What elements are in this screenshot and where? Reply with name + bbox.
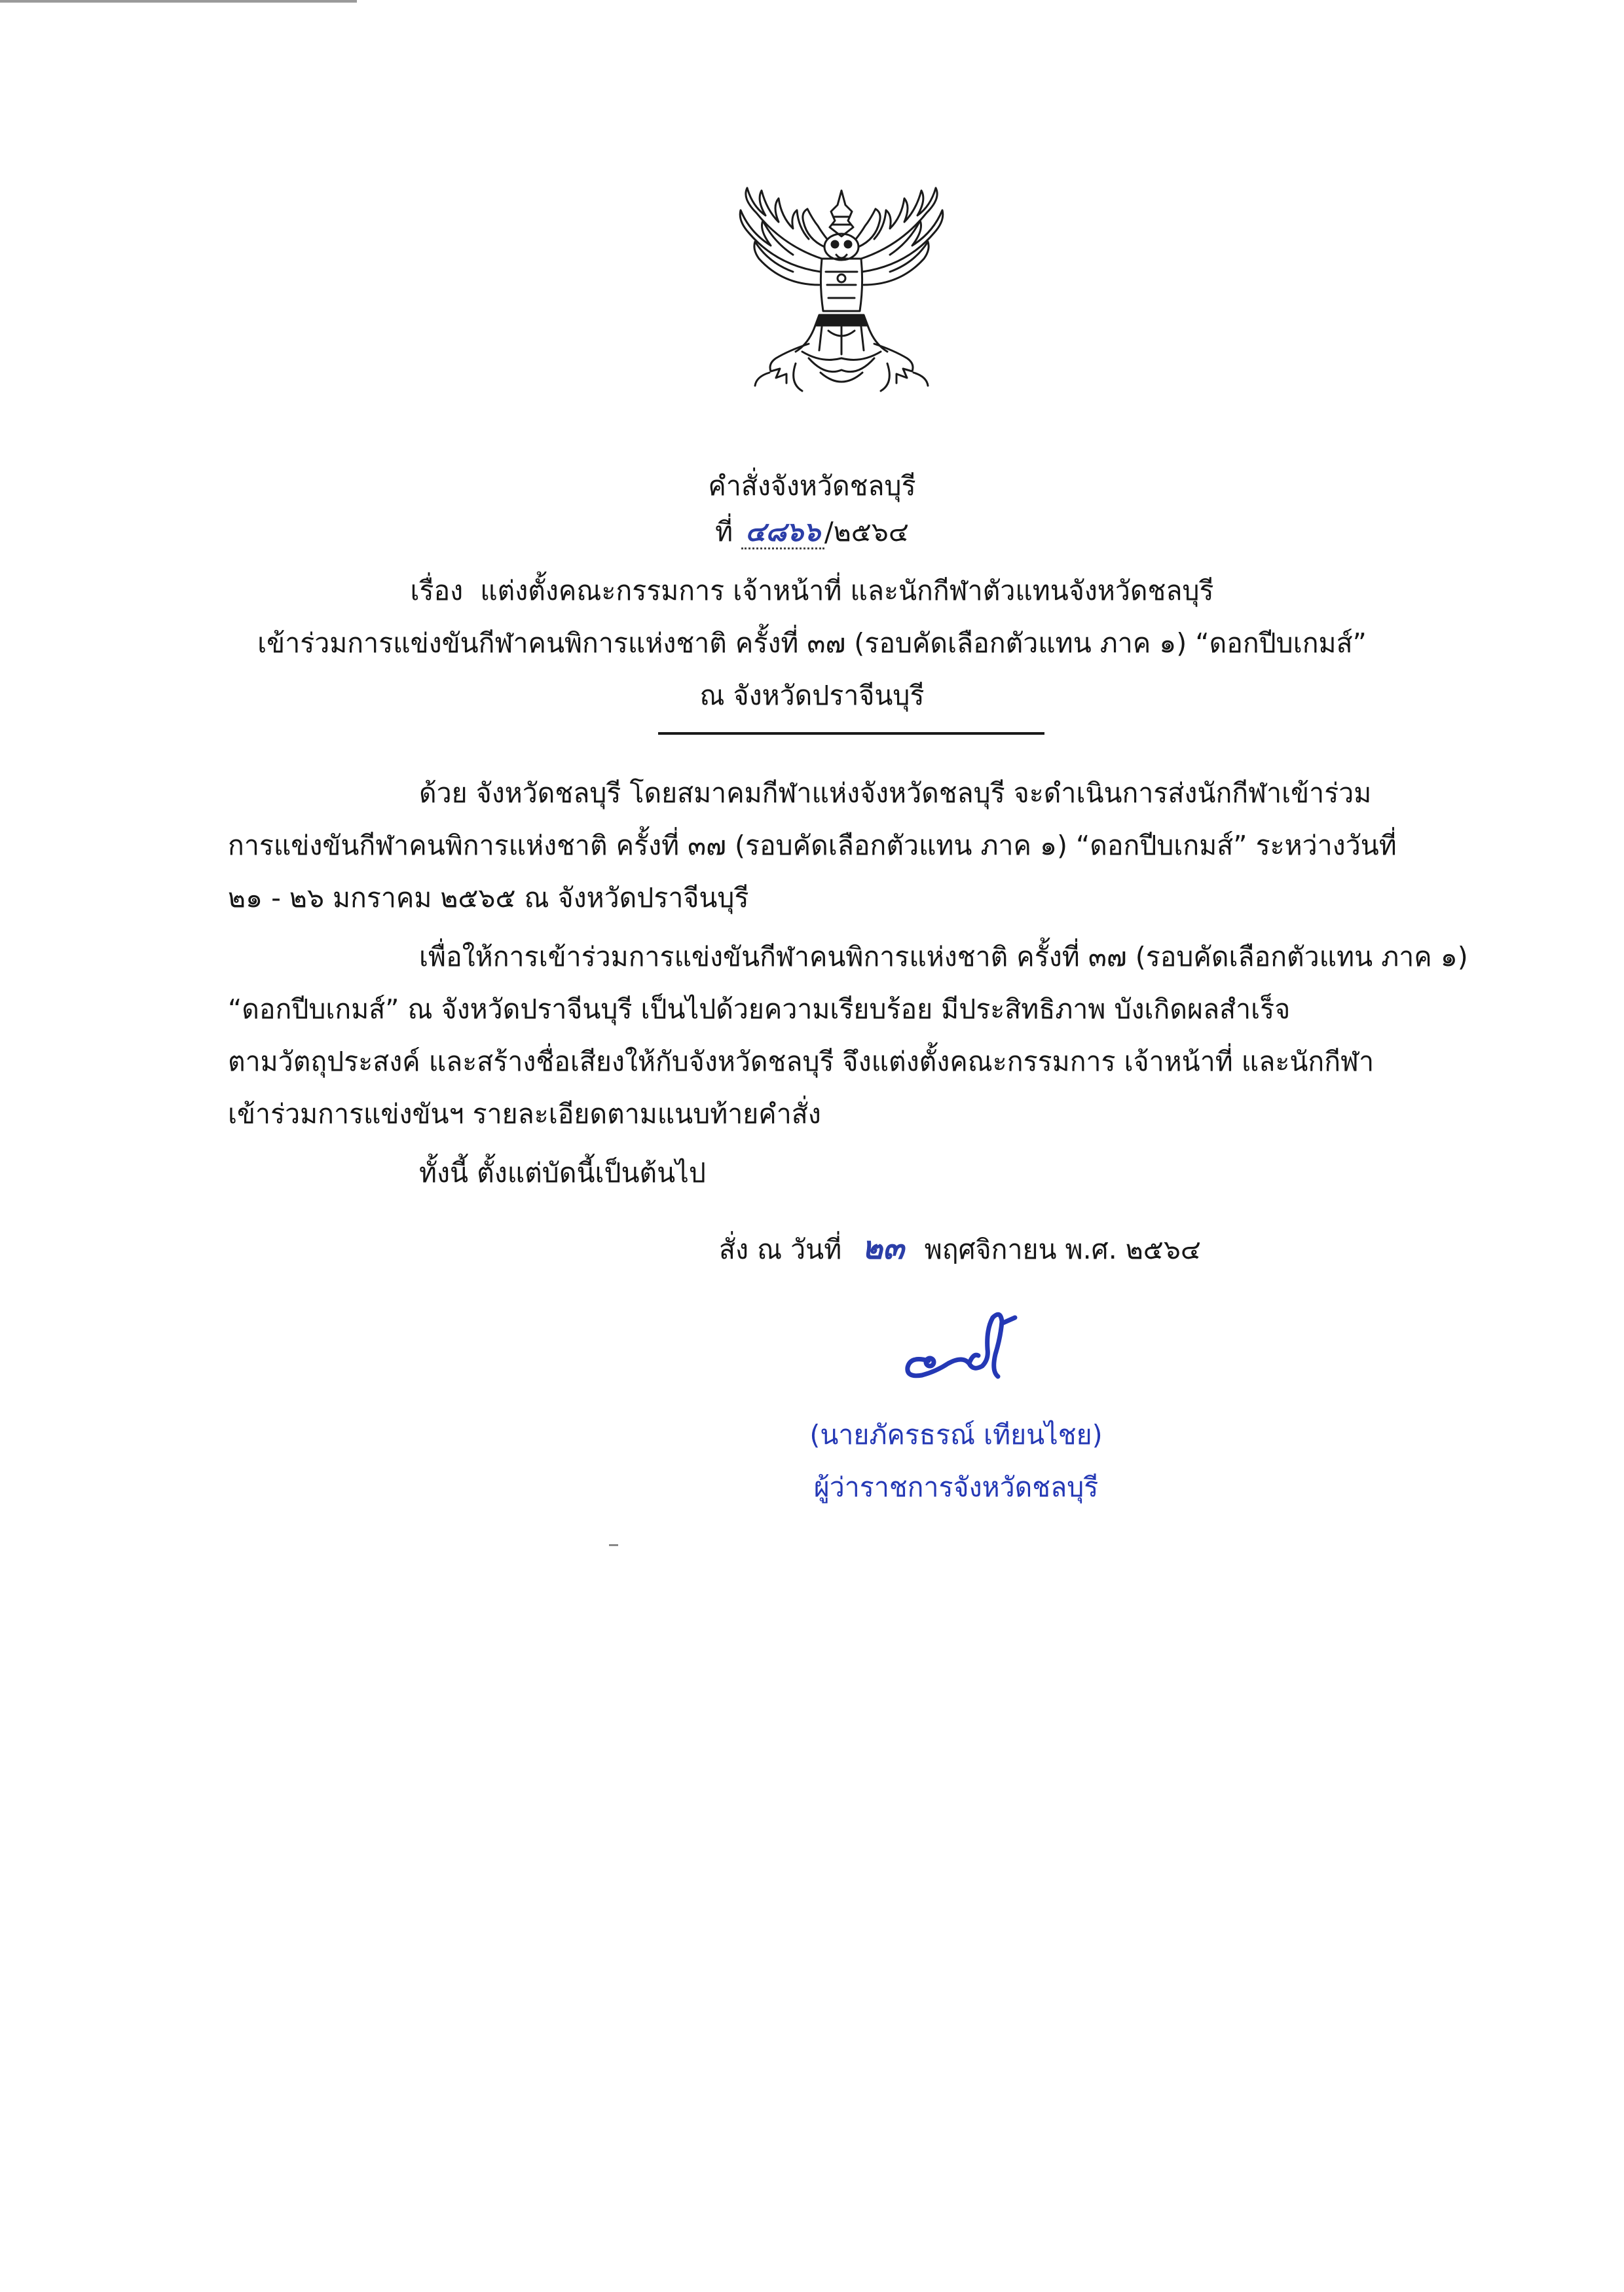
order-number-prefix: ที่	[715, 516, 742, 547]
order-number	[0, 511, 1624, 553]
scan-edge-line	[0, 0, 357, 3]
subject-text-1: แต่งตั้งคณะกรรมการ เจ้าหน้าที่ และนักกีฬาตัวแทนจังหวัดชลบุรี	[480, 575, 1214, 606]
handwritten-signature	[891, 1303, 1035, 1395]
paragraph-2-line-4: เข้าร่วมการแข่งขันฯ รายละเอียดตามแนบท้ายคำสั่ง	[228, 1098, 821, 1130]
dateline-day-handwritten: ๒๓	[862, 1230, 904, 1266]
garuda-emblem	[730, 187, 953, 409]
subject-line-2: เข้าร่วมการแข่งขันกีฬาคนพิการแห่งชาติ ครั้งที่ ๓๗ (รอบคัดเลือกตัวแทน ภาค ๑) “ดอกปีบเกมส์”	[257, 627, 1367, 659]
signatory-name: (นายภัครธรณ์ เทียนไชย)	[809, 1419, 1103, 1451]
order-number-suffix: /๒๕๖๔	[824, 516, 909, 547]
paragraph-1-line-1: ด้วย จังหวัดชลบุรี โดยสมาคมกีฬาแห่งจังหวัดชลบุรี จะดำเนินการส่งนักกีฬาเข้าร่วม	[419, 777, 1372, 809]
subject-label: เรื่อง	[410, 575, 464, 606]
subject-line-3: ณ จังหวัดปราจีนบุรี	[699, 680, 925, 711]
paragraph-1-line-2: การแข่งขันกีฬาคนพิการแห่งชาติ ครั้งที่ ๓๗ (รอบคัดเลือกตัวแทน ภาค ๑) “ดอกปีบเกมส์” ระหว่างวันที่	[228, 830, 1397, 861]
header-divider	[658, 732, 1044, 735]
dateline-month-year: พฤศจิกายน พ.ศ. ๒๕๖๔	[924, 1234, 1201, 1265]
paragraph-2-line-2: “ดอกปีบเกมส์” ณ จังหวัดปราจีนบุรี เป็นไปด้วยความเรียบร้อย มีประสิทธิภาพ บังเกิดผลสำเร็จ	[228, 993, 1291, 1025]
dateline-prefix: สั่ง ณ วันที่	[719, 1234, 842, 1265]
paragraph-2-line-3: ตามวัตถุประสงค์ และสร้างชื่อเสียงให้กับจังหวัดชลบุรี จึงแต่งตั้งคณะกรรมการ เจ้าหน้าที่ และนักกีฬา	[228, 1046, 1375, 1077]
order-title: คำสั่งจังหวัดชลบุรี	[708, 470, 916, 502]
paragraph-1-line-3: ๒๑ - ๒๖ มกราคม ๒๕๖๕ ณ จังหวัดปราจีนบุรี	[228, 882, 749, 914]
subject-line-1	[0, 570, 1624, 612]
dateline	[719, 1225, 1201, 1273]
paragraph-2-line-1: เพื่อให้การเข้าร่วมการแข่งขันกีฬาคนพิการแห่งชาติ ครั้งที่ ๓๗ (รอบคัดเลือกตัวแทน ภาค ๑)	[419, 941, 1468, 972]
order-number-handwritten: ๔๘๖๖	[741, 516, 824, 549]
paragraph-3: ทั้งนี้ ตั้งแต่บัดนี้เป็นต้นไป	[419, 1157, 706, 1189]
scan-speck	[609, 1544, 618, 1546]
signatory-position: ผู้ว่าราชการจังหวัดชลบุรี	[813, 1471, 1099, 1503]
